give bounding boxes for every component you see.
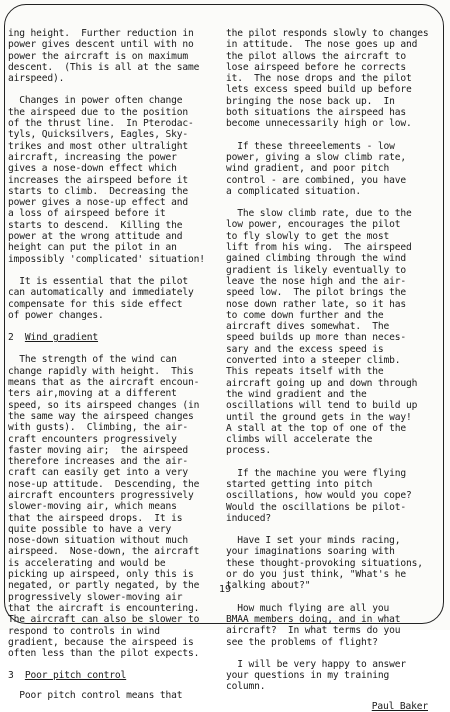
- paragraph: It is essential that the pilot can automatically and immediately compensate for this side effect of power changes.: [8, 275, 194, 321]
- section-number: 3: [8, 670, 14, 682]
- paragraph: the pilot responds slowly to changes in attitude. The nose goes up and the pilot allows the aircraft to lose airspeed before he corrects it. The nose drops and the pilot lets excess speed build up before bringing the nose back up. In both situations the airspeed has become unnecessarily high or low.: [226, 28, 429, 130]
- author-name: Paul Baker: [371, 700, 428, 712]
- paragraph: If the machine you were flying started getting into pitch oscillations, how would you cope? Would the oscillations be pilot- induced?: [226, 467, 412, 524]
- paragraph: Poor pitch control means that: [8, 689, 183, 701]
- paragraph: ing height. Further reduction in power gives descent until with no power the aircraft is on maximum descent. (This is all at the same airspeed).: [8, 28, 200, 85]
- paragraph: If these threeelements - low power, giving a slow climb rate, wind gradient, and poor pitch control - are combined, you have a complicated situation.: [226, 140, 407, 197]
- paragraph: I will be very happy to answer your questions in my training column.: [226, 658, 407, 693]
- page-number: 19: [218, 584, 232, 595]
- section-heading-poor-pitch-control: [8, 670, 222, 681]
- section-title: Wind gradient: [24, 332, 99, 344]
- paragraph: Have I set your minds racing, your imaginations soaring with these thought-provoking situations, or do you just think, "What's he talking about?": [226, 535, 423, 592]
- section-title: Poor pitch control: [24, 670, 127, 682]
- paragraph: The slow climb rate, due to the low power, encourages the pilot to fly slowly to get the most lift from his wing. The airspeed gained climbing through the wind gradient is likely eventually to leave the nose high and the air- speed low. The pilot brings the nose down rather late, so it has to come down further and the aircraft dives somewhat. The speed builds up more than neces- sary and the excess speed is converted into a steeper climb. This repeats itself with the aircraft going up and down through the wind gradient and the oscillations will tend to build up until the ground gets in the way! A stall at the top of one of the climbs will accelerate the process.: [226, 208, 418, 457]
- section-number: 2: [8, 332, 14, 344]
- left-column: [8, 28, 222, 701]
- paragraph: How much flying are all you BMAA members doing, and in what aircraft? In what terms do you see the problems of flight?: [226, 602, 401, 648]
- right-column: [226, 28, 442, 712]
- paragraph: The strength of the wind can change rapidly with height. This means that as the aircraft encoun- ters air,moving at a different speed, so its airspeed changes (in the same way the airspeed changes with gusts). Climbing, the air- craft encounters progressively faster moving air; the airspeed therefore increases and the air- craft can easily get into a very nose-up attitude. Descending, the aircraft encounters progressively slower-moving air, which means that the airspeed drops. It is quite possible to have a very nose-down situation without much airspeed. Nose-down, the aircraft is accelerating and would be picking up airspeed, only this is negated, or partly negated, by the progressively slower-moving air that the aircraft is encountering. The aircraft can also be slower to respond to controls in wind gradient, because the airspeed is often less than the pilot expects.: [8, 354, 200, 660]
- section-heading-wind-gradient: [8, 332, 222, 343]
- author-signature: [226, 701, 442, 712]
- paragraph: Changes in power often change the airspeed due to the position of the thrust line. In Pterodac- tyls, Quicksilvers, Eagles, Sky- trikes and most other ultralight aircraft, increasing the power gives a nose-down effect which increases the airspeed before it starts to climb. Decreasing the power gives a nose-up effect and a loss of airspeed before it starts to descend. Killing the power at the wrong attitude and height can put the pilot in an impossibly 'complicated' situation!: [8, 95, 205, 265]
